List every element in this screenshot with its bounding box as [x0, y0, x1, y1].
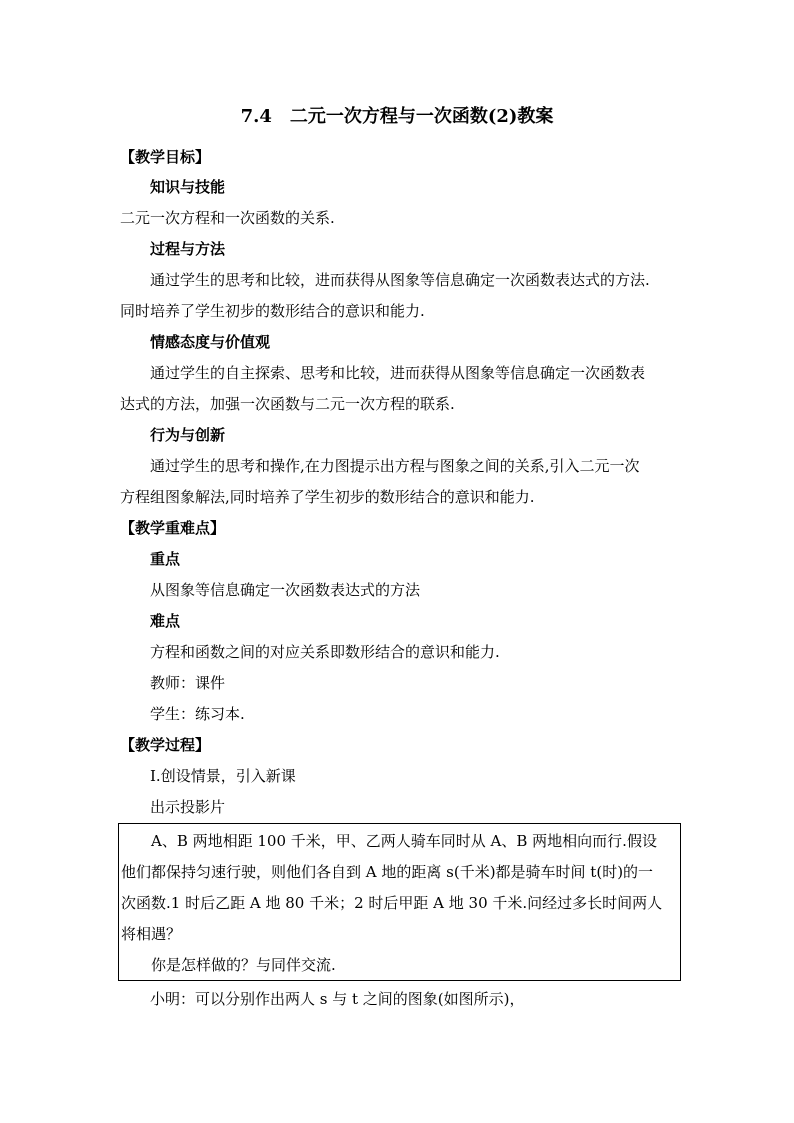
paragraph-line: 出示投影片: [150, 798, 226, 816]
paragraph-line: 二元一次方程和一次函数的关系.: [120, 209, 335, 227]
subheading-focus: 重点: [150, 550, 181, 568]
paragraph-line: 通过学生的自主探索、思考和比较，进而获得从图象等信息确定一次函数表: [150, 364, 646, 382]
box-line: A、B 两地相距 100 千米，甲、乙两人骑车同时从 A、B 两地相向而行.假设: [151, 832, 657, 850]
box-line: 次函数.1 时后乙距 A 地 80 千米；2 时后甲距 A 地 30 千米.问经过多长时间两人: [121, 894, 663, 912]
paragraph-line: 通过学生的思考和操作,在力图提示出方程与图象之间的关系,引入二元一次: [150, 457, 640, 475]
paragraph-line: 达式的方法，加强一次函数与二元一次方程的联系.: [120, 395, 455, 413]
box-line: 他们都保持匀速行驶，则他们各自到 A 地的距离 s(千米)都是骑车时间 t(时)的一: [121, 863, 654, 881]
paragraph-line: 从图象等信息确定一次函数表达式的方法: [150, 581, 421, 599]
projection-problem-box: [118, 823, 681, 981]
subheading-difficulty: 难点: [150, 612, 181, 630]
document-title: 7.4 二元一次方程与一次函数(2)教案: [240, 106, 554, 127]
subheading-attitude-values: 情感态度与价值观: [150, 333, 271, 351]
subheading-process-method: 过程与方法: [150, 240, 226, 258]
section-heading-key-points: 【教学重难点】: [120, 519, 226, 537]
paragraph-line: Ⅰ.创设情景，引入新课: [150, 767, 296, 785]
subheading-behavior-innovation: 行为与创新: [150, 426, 226, 444]
box-line: 你是怎样做的？与同伴交流.: [151, 956, 336, 974]
paragraph-line: 方程组图象解法,同时培养了学生初步的数形结合的意识和能力.: [120, 488, 535, 506]
paragraph-line: 同时培养了学生初步的数形结合的意识和能力.: [120, 302, 425, 320]
paragraph-line: 通过学生的思考和比较，进而获得从图象等信息确定一次函数表达式的方法.: [150, 271, 650, 289]
section-heading-process: 【教学过程】: [120, 736, 211, 754]
paragraph-line: 学生：练习本.: [150, 705, 245, 723]
subheading-knowledge-skills: 知识与技能: [150, 178, 226, 196]
paragraph-line: 教师：课件: [150, 674, 226, 692]
paragraph-line: 小明：可以分别作出两人 s 与 t 之间的图象(如图所示)，: [150, 990, 525, 1008]
paragraph-line: 方程和函数之间的对应关系即数形结合的意识和能力.: [150, 643, 500, 661]
section-heading-objectives: 【教学目标】: [120, 148, 211, 166]
box-line: 将相遇？: [121, 925, 182, 943]
